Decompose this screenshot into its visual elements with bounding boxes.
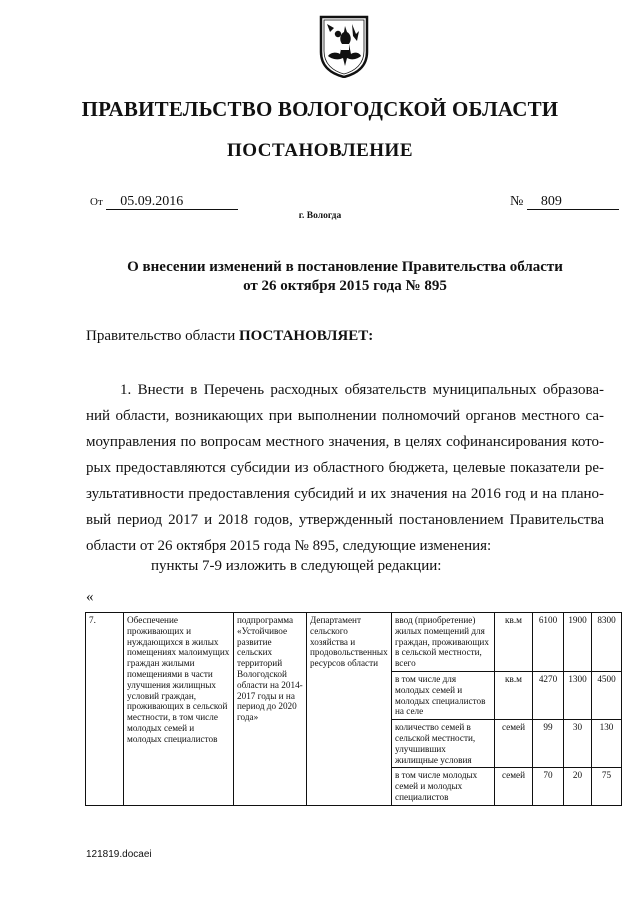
value-2018: 8300 <box>592 613 622 672</box>
table-row <box>86 613 622 672</box>
unit-cell: семей <box>495 720 533 768</box>
file-name-footer: 121819.docaei <box>86 849 152 860</box>
city-label: г. Вологда <box>298 211 342 221</box>
document-date: 05.09.2016 <box>106 194 238 210</box>
indicator-cell: количество семей в сельской местности, улучшивших жилищные условия <box>392 720 495 768</box>
decree-paragraph <box>86 377 604 559</box>
obligation-cell: Обеспечение проживающих и нуждающихся в жилых помещениях малоимущих граждан жилыми помещениями в части улучшения жилищных условий граждан, проживающих в сельской местности, в том числе молодых семей и молодых специалистов <box>124 613 234 806</box>
decree-word: ПОСТАНОВЛЯЕТ: <box>238 328 374 344</box>
value-2016: 4270 <box>533 671 564 719</box>
unit-cell: кв.м <box>495 613 533 672</box>
subject-line-2: от 26 октября 2015 года № 895 <box>243 278 447 294</box>
document-date-line <box>90 194 238 210</box>
opening-quote: « <box>86 589 94 605</box>
document-subject <box>0 258 640 296</box>
coat-of-arms-emblem <box>318 14 370 78</box>
unit-cell: семей <box>495 768 533 805</box>
unit-cell: кв.м <box>495 671 533 719</box>
decree-statement <box>86 328 373 345</box>
value-2017: 1900 <box>564 613 592 672</box>
government-title: ПРАВИТЕЛЬСТВО ВОЛОГОДСКОЙ ОБЛАСТИ <box>81 97 559 121</box>
value-2018: 75 <box>592 768 622 805</box>
department-cell: Департамент сельского хозяйства и продовольственных ресурсов области <box>307 613 392 806</box>
value-2016: 6100 <box>533 613 564 672</box>
document-number: 809 <box>527 194 619 210</box>
paragraph-line: рых предоставляются субсидии из областного бюджета, целевые показатели ре- <box>86 460 604 476</box>
indicator-cell: в том числе молодых семей и молодых специалистов <box>392 768 495 805</box>
value-2017: 1300 <box>564 671 592 719</box>
subject-line-1: О внесении изменений в постановление Правительства области <box>127 259 563 275</box>
indicator-cell: в том числе для молодых семей и молодых специалистов на селе <box>392 671 495 719</box>
paragraph-line: зультативности предоставления субсидий и их значения на 2016 год и на плано- <box>86 486 604 502</box>
indicator-cell: ввод (приобретение) жилых помещений для граждан, проживающих в сельской местности, всего <box>392 613 495 672</box>
number-prefix: № <box>510 194 524 209</box>
decree-prefix: Правительство области <box>86 328 236 344</box>
item-number: 7. <box>86 613 124 806</box>
paragraph-line: области от 26 октября 2015 года № 895, следующие изменения: <box>86 538 492 554</box>
value-2018: 4500 <box>592 671 622 719</box>
document-type: ПОСТАНОВЛЕНИЕ <box>226 140 414 161</box>
paragraph-line: вый период 2017 и 2018 годов, утвержденный постановлением Правительства <box>86 512 604 528</box>
program-cell: подпрограмма «Устойчивое развитие сельских территорий Вологодской области на 2014-2017 годы и на период до 2020 года» <box>234 613 307 806</box>
points-instruction: пункты 7-9 изложить в следующей редакции: <box>151 558 442 574</box>
date-prefix: От <box>90 196 103 208</box>
obligations-table <box>85 612 622 806</box>
value-2017: 20 <box>564 768 592 805</box>
document-number-line <box>510 194 619 210</box>
paragraph-line: 1. Внести в Перечень расходных обязательств муниципальных образова- <box>120 382 604 398</box>
value-2016: 70 <box>533 768 564 805</box>
value-2017: 30 <box>564 720 592 768</box>
paragraph-line: ний области, возникающих при выполнении полномочий органов местного са- <box>86 408 604 424</box>
value-2018: 130 <box>592 720 622 768</box>
paragraph-line: моуправления по вопросам местного значения, в целях софинансирования кото- <box>86 434 604 450</box>
value-2016: 99 <box>533 720 564 768</box>
